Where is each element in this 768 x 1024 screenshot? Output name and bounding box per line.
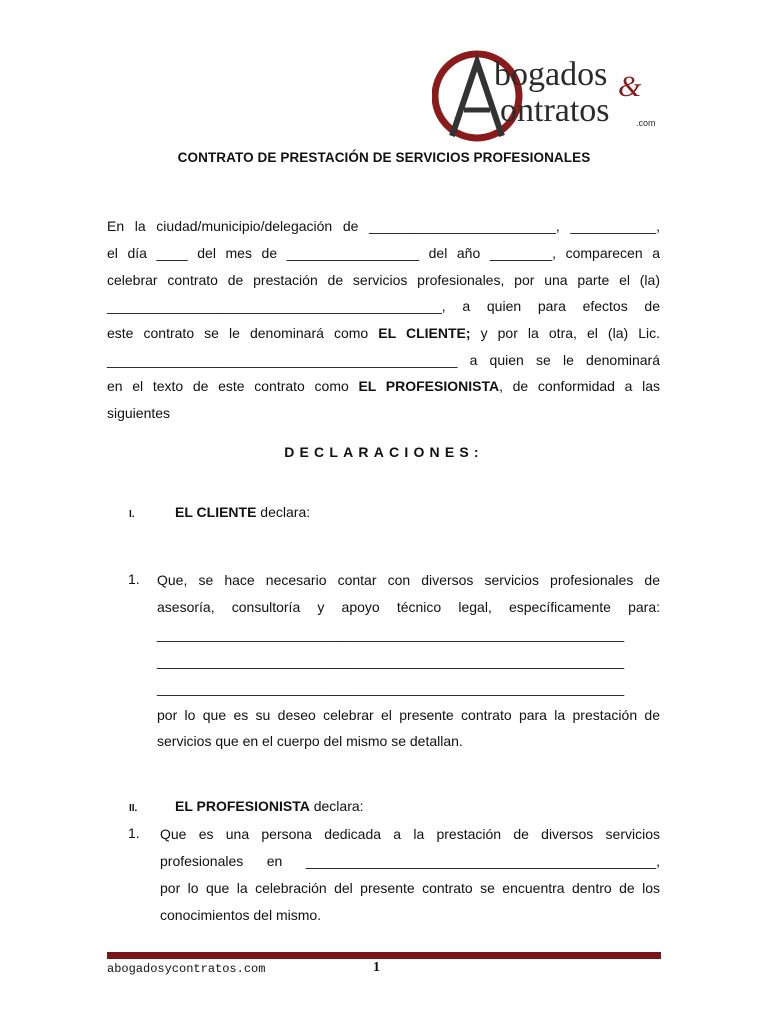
intro-line-2: el día ____ del mes de _________________ del año ________, comparecen a (107, 245, 660, 261)
logo-word-1: bogados (494, 56, 608, 93)
intro-line-7-c: , de conformidad a las (499, 378, 660, 394)
logo-word-2: ontratos (500, 92, 610, 129)
section-2-line-4: conocimientos del mismo. (160, 907, 322, 923)
section-2-item-number: 1. (128, 825, 140, 841)
intro-line-8: siguientes (107, 405, 171, 421)
logo-suffix: .com (636, 118, 656, 128)
section-1-blank-2: ____________________________________________________________ (157, 653, 625, 669)
section-1-verb: declara: (256, 504, 311, 520)
section-1-party: EL CLIENTE (175, 504, 257, 520)
section-2-verb: declara: (309, 798, 364, 814)
section-1-item-number: 1. (128, 571, 140, 587)
section-2-line-1: Que es una persona dedicada a la prestación de diversos servicios (160, 826, 660, 842)
logo-ampersand: & (618, 70, 642, 103)
page-number: 1 (373, 960, 380, 975)
intro-line-1: En la ciudad/municipio/delegación de ________________________, ___________, (107, 218, 660, 234)
client-label: EL CLIENTE; (378, 325, 471, 341)
intro-line-7 (107, 377, 660, 395)
section-1-blank-1: ____________________________________________________________ (157, 626, 625, 642)
section-1-line-7: servicios que en el cuerpo del mismo se detallan. (157, 733, 463, 749)
intro-line-6: _____________________________________________ a quien se le denominará (107, 352, 660, 368)
section-2-line-2: profesionales en _____________________________________________, (160, 853, 660, 869)
section-2-party: EL PROFESIONISTA (175, 798, 310, 814)
section-1-line-1: Que, se hace necesario contar con diversos servicios profesionales de (157, 572, 660, 588)
section-1-blank-3: ____________________________________________________________ (157, 680, 625, 696)
declarations-heading: DECLARACIONES: (284, 444, 484, 460)
professional-label: EL PROFESIONISTA (358, 378, 500, 394)
section-2-line-3: por lo que la celebración del presente contrato se encuentra dentro de los (160, 880, 660, 896)
section-1-line-2: asesoría, consultoría y apoyo técnico legal, específicamente para: (157, 599, 660, 615)
intro-line-3: celebrar contrato de prestación de servicios profesionales, por una parte el (la) (107, 272, 660, 288)
section-2-heading (175, 798, 364, 814)
intro-line-5-a: este contrato se le denominará como (107, 325, 379, 341)
intro-line-7-a: en el texto de este contrato como (107, 378, 359, 394)
footer-rule (107, 952, 661, 959)
section-1-line-6: por lo que es su deseo celebrar el presente contrato para la prestación de (157, 707, 660, 723)
section-1-heading (175, 504, 310, 520)
intro-line-5 (107, 324, 660, 342)
company-logo (432, 50, 662, 142)
intro-line-5-c: y por la otra, el (la) Lic. (470, 325, 660, 341)
footer-site: abogadosycontratos.com (107, 962, 266, 976)
section-2-numeral: II. (129, 803, 138, 814)
intro-line-4: ___________________________________________, a quien para efectos de (107, 298, 660, 314)
section-1-numeral: I. (129, 509, 135, 520)
document-title: CONTRATO DE PRESTACIÓN DE SERVICIOS PROFESIONALES (177, 150, 591, 165)
